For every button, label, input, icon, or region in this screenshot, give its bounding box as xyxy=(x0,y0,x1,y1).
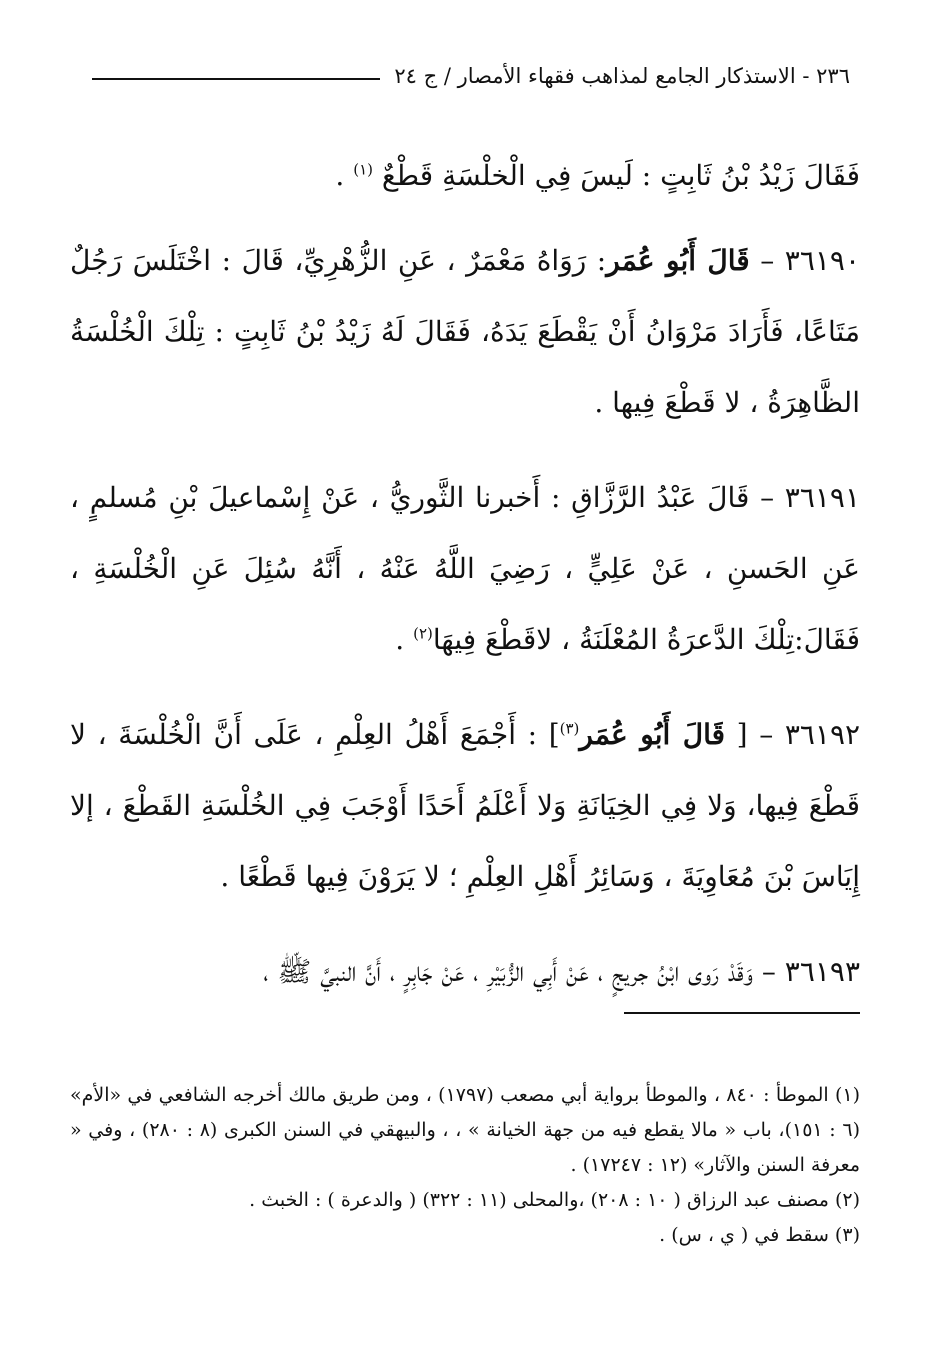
paragraph-text: فَقَالَ زَيْدُ بْنُ ثَابِتٍ : لَيسَ فِي الْخلْسَةِ قَطْعٌ xyxy=(381,159,860,192)
paragraph-36192 xyxy=(70,699,860,912)
footnote-separator xyxy=(624,1012,860,1014)
number-dash: – xyxy=(752,955,785,988)
footnote-2: (٢) مصنف عبد الرزاق ( ١٠ : ٢٠٨) ،والمحلى (١١ : ٣٢٢) ( والدعرة ) : الخبث . xyxy=(249,1189,860,1211)
footnote-1: (١) الموطأ : ٨٤٠ ، والموطأ برواية أبي مصعب (١٧٩٧) ، ومن طريق مالك أخرجه الشافعي في «الأم» (٦ : ١٥١)، باب « مالا يقطع فيه من جهة الخيانة » ، ، والبيهقي في السنن الكبرى (٨ : ٢٨٠) ، وفي « معرفة السنن والآثار» (١٢ : ١٧٢٤٧) . xyxy=(70,1084,861,1176)
number-dash: – xyxy=(749,244,785,277)
hadith-number: ٣٦١٩٣ xyxy=(784,955,860,988)
speaker-label: قَالَ أَبُو عُمَر xyxy=(606,244,750,277)
number-dash: – xyxy=(747,718,785,751)
footnote-ref-2: (٢) xyxy=(413,624,433,643)
running-title: ٢٣٦ - الاستذكار الجامع لمذاهب فقهاء الأمصار / ج ٢٤ xyxy=(394,64,850,88)
footnote-ref-3: (٣) xyxy=(559,719,580,738)
paragraph-36191 xyxy=(70,462,860,675)
hadith-number: ٣٦١٩٢ xyxy=(784,718,861,751)
main-text xyxy=(70,140,860,1031)
header-rule xyxy=(92,78,380,80)
paragraph-text: : أَجْمَعَ أَهْلُ العِلْمِ ، عَلَى أَنَّ الْخُلْسَةَ ، لا قَطْعَ فِيها، وَلا فِي الخِيَانَةِ وَلا أَعْلَمُ أَحَدًا أَوْجَبَ فِي الخُلْسَةِ القَطْعَ ، إلا إِيَاسَ بْنَ مُعَاوِيَةَ ، وَسَائِرُ أَهْلِ العِلْمِ ؛ لا يَرَوْنَ فِيها قَطْعًا . xyxy=(70,718,860,893)
footnote-ref-1: (١) xyxy=(353,160,373,179)
paragraph-end: . xyxy=(335,159,354,192)
paragraph-text: قَالَ عَبْدُ الرَّزَّاقِ : أَخبرنا الثَّوريُّ ، عَنْ إِسْماعيلَ بْنِ مُسلمٍ ، عَنِ الحَسنِ ، عَنْ عَلِيٍّ ، رَضِيَ اللَّهُ عَنْهُ ، أَنَّهُ سُئِلَ عَنِ الْخُلْسَةِ ، فَقَالَ:تِلْكَ الدَّعرَةُ المُعْلَنَةُ ، لاقَطْعَ فِيهَا xyxy=(70,481,860,656)
hadith-number: ٣٦١٩١ xyxy=(784,481,860,514)
paragraph-36193 xyxy=(70,936,860,1007)
speaker-label: قَالَ أَبُو عُمَر xyxy=(579,718,725,751)
footnote-3: (٣) سقط في ( ي ، س) . xyxy=(659,1224,860,1246)
paragraph-36190 xyxy=(70,225,860,438)
paragraph-end: . xyxy=(395,623,414,656)
footnotes xyxy=(70,1078,860,1253)
bracket-open: [ xyxy=(725,718,748,751)
paragraph-text: وَقَدْ رَوى ابْنُ جريجٍ ، عَنْ أَبِي الزُّبَيْرِ ، عَنْ جَابِرٍ ، أَنَّ النبيَّ ﷺ ، xyxy=(263,955,753,988)
hadith-number: ٣٦١٩٠ xyxy=(784,244,860,277)
paragraph-intro xyxy=(70,140,860,211)
number-dash: – xyxy=(749,481,785,514)
running-header xyxy=(92,58,850,94)
paragraph-text: : رَوَاهُ مَعْمَرٌ ، عَنِ الزُّهْرِيِّ، قَالَ : اخْتَلَسَ رَجُلٌ مَتَاعًا، فَأَرَادَ مَرْوَانُ أَنْ يَقْطَعَ يَدَهُ، فَقَالَ لَهُ زَيْدُ بْنُ ثَابِتٍ : تِلْكَ الْخُلْسَةُ الظَّاهِرَةُ ، لا قَطْعَ فِيها . xyxy=(70,244,860,419)
bracket-close: ] xyxy=(537,718,560,751)
